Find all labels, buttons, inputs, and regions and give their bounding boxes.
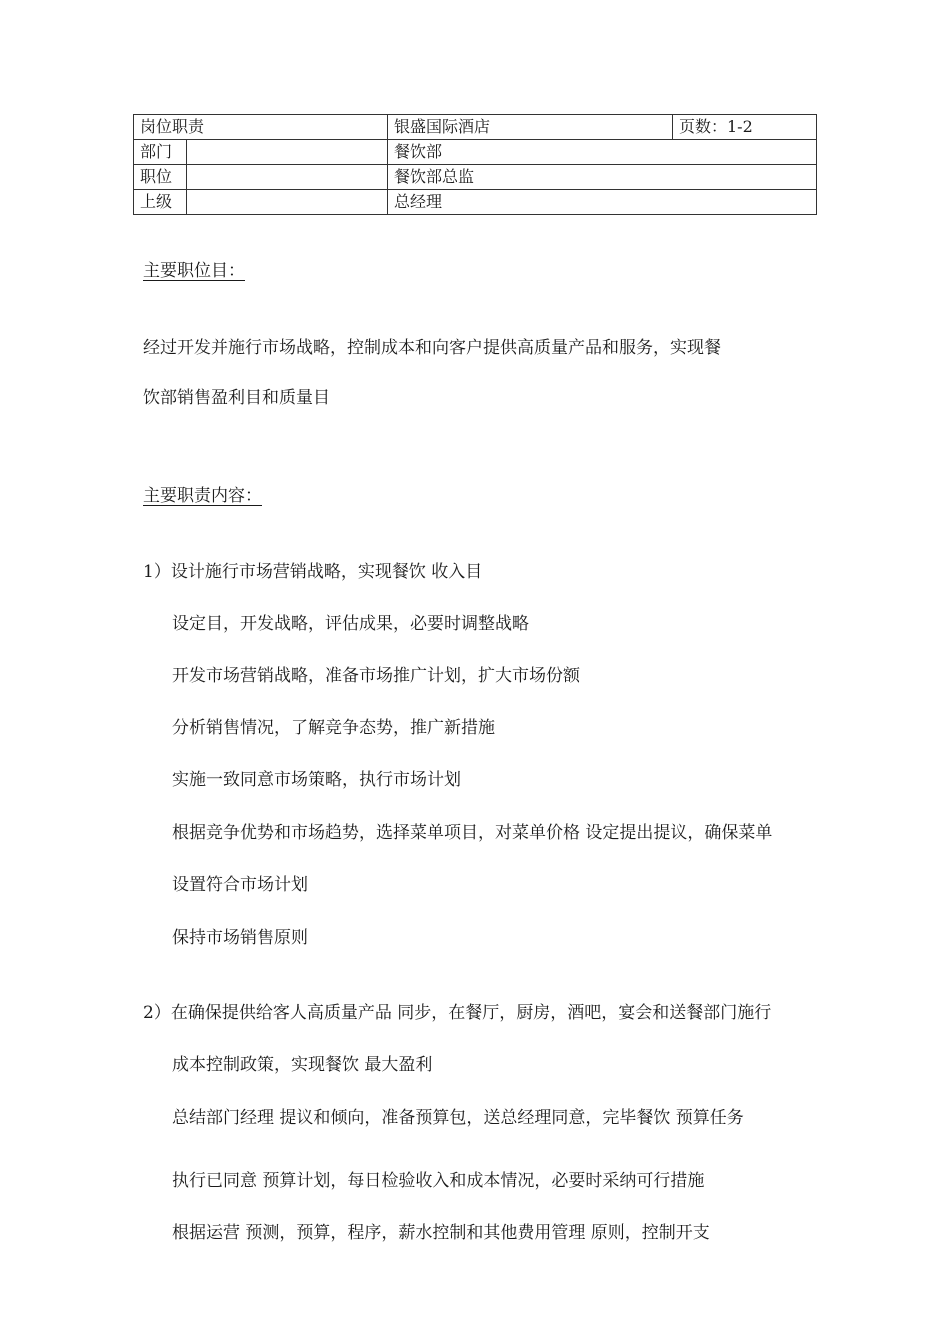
supervisor-value: 总经理 — [388, 190, 817, 215]
job-header-table — [133, 114, 817, 215]
section-1-item: 保持市场销售原则 — [172, 928, 308, 948]
section-1-item: 分析销售情况，了解竞争态势，推广新措施 — [172, 718, 495, 738]
section-2-item: 执行已同意 预算计划，每日检验收入和成本情况，必要时采纳可行措施 — [172, 1171, 705, 1191]
hotel-name-cell: 银盛国际酒店 — [388, 115, 673, 140]
section-2-title: 2）在确保提供给客人高质量产品 同步，在餐厅，厨房，酒吧，宴会和送餐部门施行 — [143, 1003, 772, 1023]
empty-cell — [187, 165, 388, 190]
section-2-item: 根据运营 预测，预算，程序，薪水控制和其他费用管理 原则，控制开支 — [172, 1223, 710, 1243]
position-label: 职位 — [134, 165, 187, 190]
section-1-item: 开发市场营销战略，准备市场推广计划，扩大市场份额 — [172, 666, 580, 686]
doc-type-cell: 岗位职责 — [134, 115, 388, 140]
header-row-position — [134, 165, 817, 190]
department-label: 部门 — [134, 140, 187, 165]
section-2-item: 成本控制政策，实现餐饮 最大盈利 — [172, 1055, 433, 1075]
section-2-item: 总结部门经理 提议和倾向，准备预算包，送总经理同意，完毕餐饮 预算任务 — [172, 1108, 744, 1128]
empty-cell — [187, 190, 388, 215]
objective-heading: 主要职位目： — [143, 261, 245, 281]
section-1-item: 设定目，开发战略，评估成果，必要时调整战略 — [172, 614, 529, 634]
header-row-supervisor — [134, 190, 817, 215]
header-row-title — [134, 115, 817, 140]
section-1-item: 实施一致同意市场策略，执行市场计划 — [172, 770, 461, 790]
objective-line-2: 饮部销售盈利目和质量目 — [143, 388, 330, 408]
empty-cell — [187, 140, 388, 165]
duties-heading: 主要职责内容： — [143, 486, 262, 506]
position-value: 餐饮部总监 — [388, 165, 817, 190]
page-count-cell: 页数：1-2 — [673, 115, 817, 140]
header-row-department — [134, 140, 817, 165]
section-1-title: 1）设计施行市场营销战略，实现餐饮 收入目 — [143, 562, 483, 582]
objective-line-1: 经过开发并施行市场战略，控制成本和向客户提供高质量产品和服务，实现餐 — [143, 338, 721, 358]
section-1-item: 根据竞争优势和市场趋势，选择菜单项目，对菜单价格 设定提出提议，确保菜单 — [172, 823, 773, 843]
supervisor-label: 上级 — [134, 190, 187, 215]
section-1-item: 设置符合市场计划 — [172, 875, 308, 895]
department-value: 餐饮部 — [388, 140, 817, 165]
